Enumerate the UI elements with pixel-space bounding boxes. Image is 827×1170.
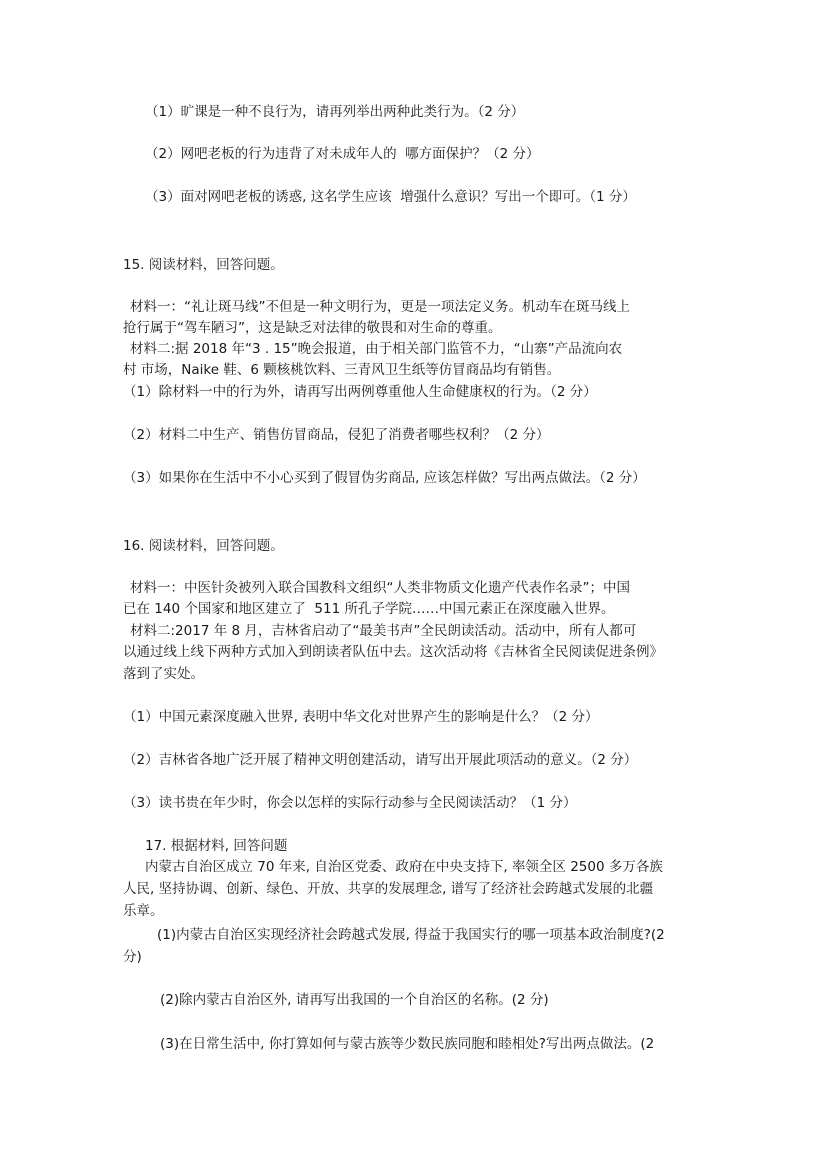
s17-paragraph-line-3: 乐章。 [123,903,164,919]
s14-question-2: （2）网吧老板的行为违背了对未成年人的 哪方面保护？（2 分） [145,146,540,162]
s17-question-1-line-2: 分) [123,949,142,965]
s15-question-3: （3）如果你在生活中不小心买到了假冒伪劣商品, 应该怎样做？写出两点做法。（2 分） [123,470,646,486]
s16-question-2: （2）吉林省各地广泛开展了精神文明创建活动，请写出开展此项活动的意义。（2 分） [123,752,638,768]
s15-material-2-line-2: 村 市场，Naike 鞋、6 颗核桃饮料、三青风卫生纸等仿冒商品均有销售。 [123,362,561,378]
s16-material-1-line-2: 已在 140 个国家和地区建立了 511 所孔子学院……中国元素正在深度融入世界。 [123,601,615,617]
s16-material-2-line-1: 材料二:2017 年 8 月，吉林省启动了“最美书声”全民朗读活动。活动中，所有人都可 [130,623,637,639]
s14-question-3: （3）面对网吧老板的诱惑, 这名学生应该 增强什么意识？写出一个即可。（1 分） [145,189,636,205]
s16-question-1: （1）中国元素深度融入世界, 表明中华文化对世界产生的影响是什么？（2 分） [123,709,599,725]
s17-question-1-line-1: (1)内蒙古自治区实现经济社会跨越式发展, 得益于我国实行的哪一项基本政治制度?(2 [157,927,665,943]
s15-material-1-line-1: 材料一：“礼让斑马线”不但是一种文明行为，更是一项法定义务。机动车在斑马线上 [130,299,630,315]
s16-question-3: （3）读书贵在年少时，你会以怎样的实际行动参与全民阅读活动？（1 分） [123,795,577,811]
s17-paragraph-line-1: 内蒙古自治区成立 70 年来, 自治区党委、政府在中央支持下, 率领全区 2500 多万各族 [145,859,663,875]
s15-material-1-line-2: 抢行属于“驾车陋习”，这是缺乏对法律的敬畏和对生命的尊重。 [123,320,502,336]
s16-heading: 16. 阅读材料，回答问题。 [123,538,284,554]
s17-question-2: (2)除内蒙古自治区外, 请再写出我国的一个自治区的名称。(2 分) [160,992,549,1008]
s15-question-1: （1）除材料一中的行为外，请再写出两例尊重他人生命健康权的行为。（2 分） [123,384,597,400]
s14-question-1: （1）旷课是一种不良行为，请再列举出两种此类行为。（2 分） [145,104,525,120]
s16-material-1-line-1: 材料一：中医针灸被列入联合国教科文组织“人类非物质文化遗产代表作名录”；中国 [130,580,630,596]
s17-paragraph-line-2: 人民, 坚持协调、创新、绿色、开放、共享的发展理念, 谱写了经济社会跨越式发展的北疆 [123,881,654,897]
s17-question-3: (3)在日常生活中, 你打算如何与蒙古族等少数民族同胞和睦相处?写出两点做法。(2 [160,1036,655,1052]
s17-heading: 17. 根据材料, 回答问题 [145,838,288,854]
s15-material-2-line-1: 材料二:据 2018 年“3 . 15”晚会报道，由于相关部门监管不力，“山寨”产品流向农 [130,341,623,357]
s16-material-2-line-2: 以通过线上线下两种方式加入到朗读者队伍中去。这次活动将《吉林省全民阅读促进条例》 [123,644,663,660]
s15-question-2: （2）材料二中生产、销售仿冒商品，侵犯了消费者哪些权利？（2 分） [123,427,550,443]
s16-material-2-line-3: 落到了实处。 [123,666,204,682]
s15-heading: 15. 阅读材料，回答问题。 [123,257,284,273]
